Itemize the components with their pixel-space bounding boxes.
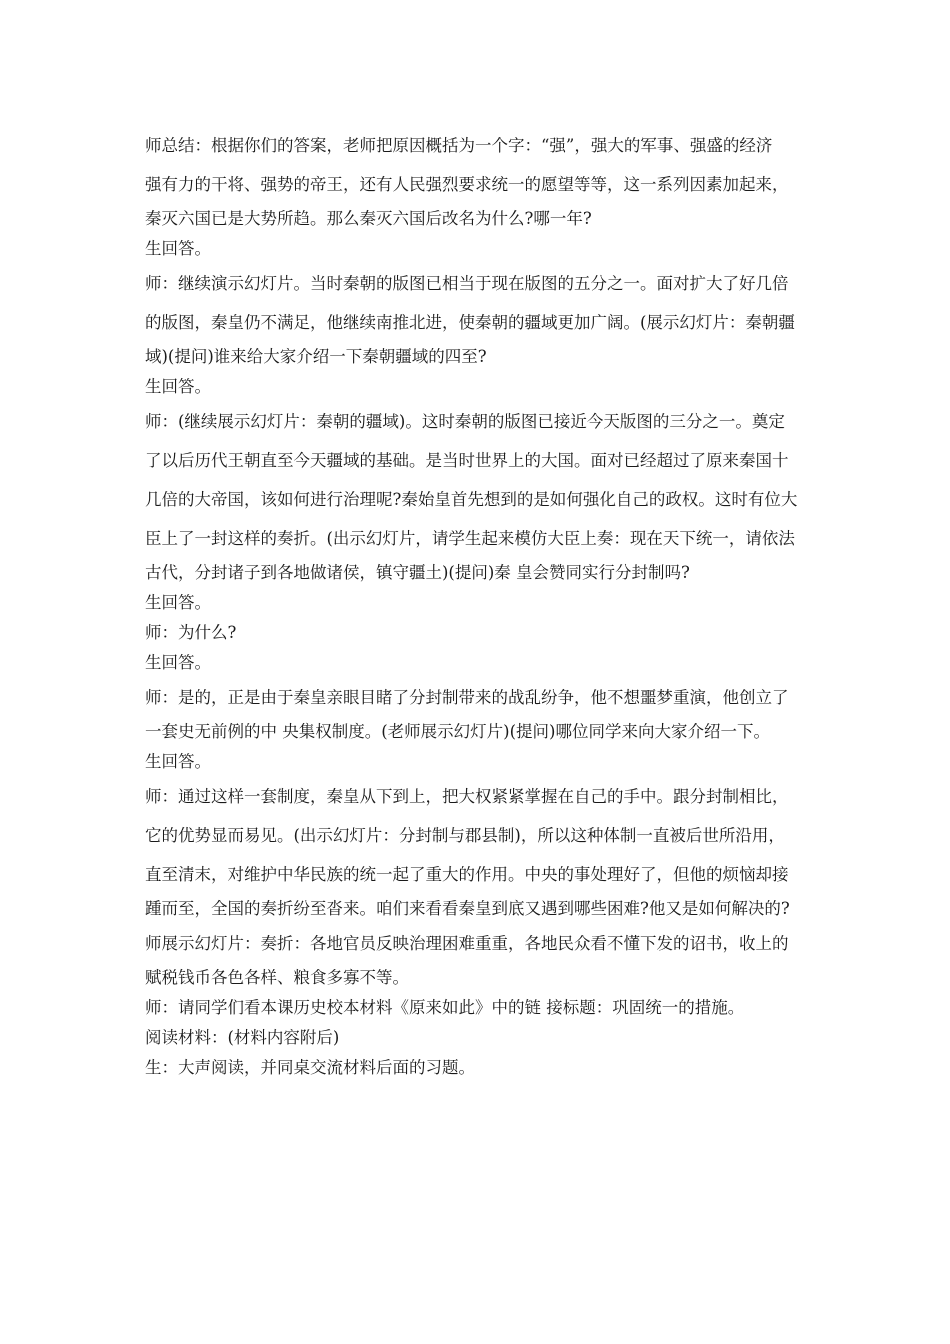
text-line: 了以后历代王朝直至今天疆域的基础。是当时世界上的大国。面对已经超过了原来秦国十 <box>145 451 789 470</box>
text-line: 生回答。 <box>145 239 211 258</box>
text-line: 师：通过这样一套制度，秦皇从下到上，把大权紧紧掌握在自己的手中。跟分封制相比， <box>145 787 789 806</box>
paragraph-county-system <box>145 777 809 924</box>
paragraph-teacher-why <box>145 618 809 648</box>
text-line: 生回答。 <box>145 752 211 771</box>
text-line: 一套史无前例的中 央集权制度。(老师展示幻灯片)(提问)哪位同学来向大家介绍一下。 <box>145 722 770 741</box>
text-line: 域)(提问)谁来给大家介绍一下秦朝疆域的四至? <box>145 347 487 366</box>
text-line: 阅读材料：(材料内容附后) <box>145 1028 340 1047</box>
text-line: 臣上了一封这样的奏折。(出示幻灯片，请学生起来模仿大臣上奏：现在天下统一，请依法 <box>145 529 795 548</box>
paragraph-central-power <box>145 678 809 747</box>
text-line: 师：是的，正是由于秦皇亲眼目睹了分封制带来的战乱纷争，他不想噩梦重演，他创立了 <box>145 688 789 707</box>
text-line: 师：(继续展示幻灯片：秦朝的疆域)。这时秦朝的版图已接近今天版图的三分之一。奠定 <box>145 412 785 431</box>
text-line: 生回答。 <box>145 377 211 396</box>
text-line: 它的优势显而易见。(出示幻灯片：分封制与郡县制)，所以这种体制一直被后世所沿用， <box>145 826 785 845</box>
paragraph-student-answer <box>145 234 809 264</box>
text-line: 师：为什么? <box>145 623 237 642</box>
paragraph-student-answer <box>145 372 809 402</box>
text-line: 师总结：根据你们的答案，老师把原因概括为一个字：“强”，强大的军事、强盛的经济 <box>145 136 773 155</box>
text-line: 师展示幻灯片：奏折：各地官员反映治理困难重重，各地民众看不懂下发的诏书，收上的 <box>145 934 789 953</box>
paragraph-student-answer <box>145 588 809 618</box>
text-line: 的版图，秦皇仍不满足，他继续南推北进，使秦朝的疆域更加广阔。(展示幻灯片：秦朝疆 <box>145 313 795 332</box>
paragraph-student-answer <box>145 747 809 777</box>
paragraph-empire <box>145 402 809 588</box>
document-body <box>145 126 809 1083</box>
text-line: 师：请同学们看本课历史校本材料《原来如此》中的链 接标题：巩固统一的措施。 <box>145 998 745 1017</box>
text-line: 几倍的大帝国，该如何进行治理呢?秦始皇首先想到的是如何强化自己的政权。这时有位大 <box>145 490 798 509</box>
text-line: 师：继续演示幻灯片。当时秦朝的版图已相当于现在版图的五分之一。面对扩大了好几倍 <box>145 274 789 293</box>
text-line: 秦灭六国已是大势所趋。那么秦灭六国后改名为什么?哪一年? <box>145 209 592 228</box>
text-line: 古代，分封诸子到各地做诸侯，镇守疆土)(提问)秦 皇会赞同实行分封制吗? <box>145 563 690 582</box>
paragraph-memorial <box>145 924 809 993</box>
paragraph-student-answer <box>145 648 809 678</box>
text-line: 生回答。 <box>145 593 211 612</box>
text-line: 直至清末，对维护中华民族的统一起了重大的作用。中央的事处理好了，但他的烦恼却接 <box>145 865 789 884</box>
paragraph-territory <box>145 264 809 372</box>
text-line: 生回答。 <box>145 653 211 672</box>
text-line: 踵而至，全国的奏折纷至沓来。咱们来看看秦皇到底又遇到哪些困难?他又是如何解决的? <box>145 899 790 918</box>
text-line: 生：大声阅读，并同桌交流材料后面的习题。 <box>145 1058 475 1077</box>
paragraph-summary <box>145 126 809 234</box>
paragraph-reading-material <box>145 1023 809 1053</box>
paragraph-student-reading <box>145 1053 809 1083</box>
text-line: 强有力的干将、强势的帝王，还有人民强烈要求统一的愿望等等，这一系列因素加起来， <box>145 175 789 194</box>
paragraph-reading-task <box>145 993 809 1023</box>
text-line: 赋税钱币各色各样、粮食多寡不等。 <box>145 968 409 987</box>
